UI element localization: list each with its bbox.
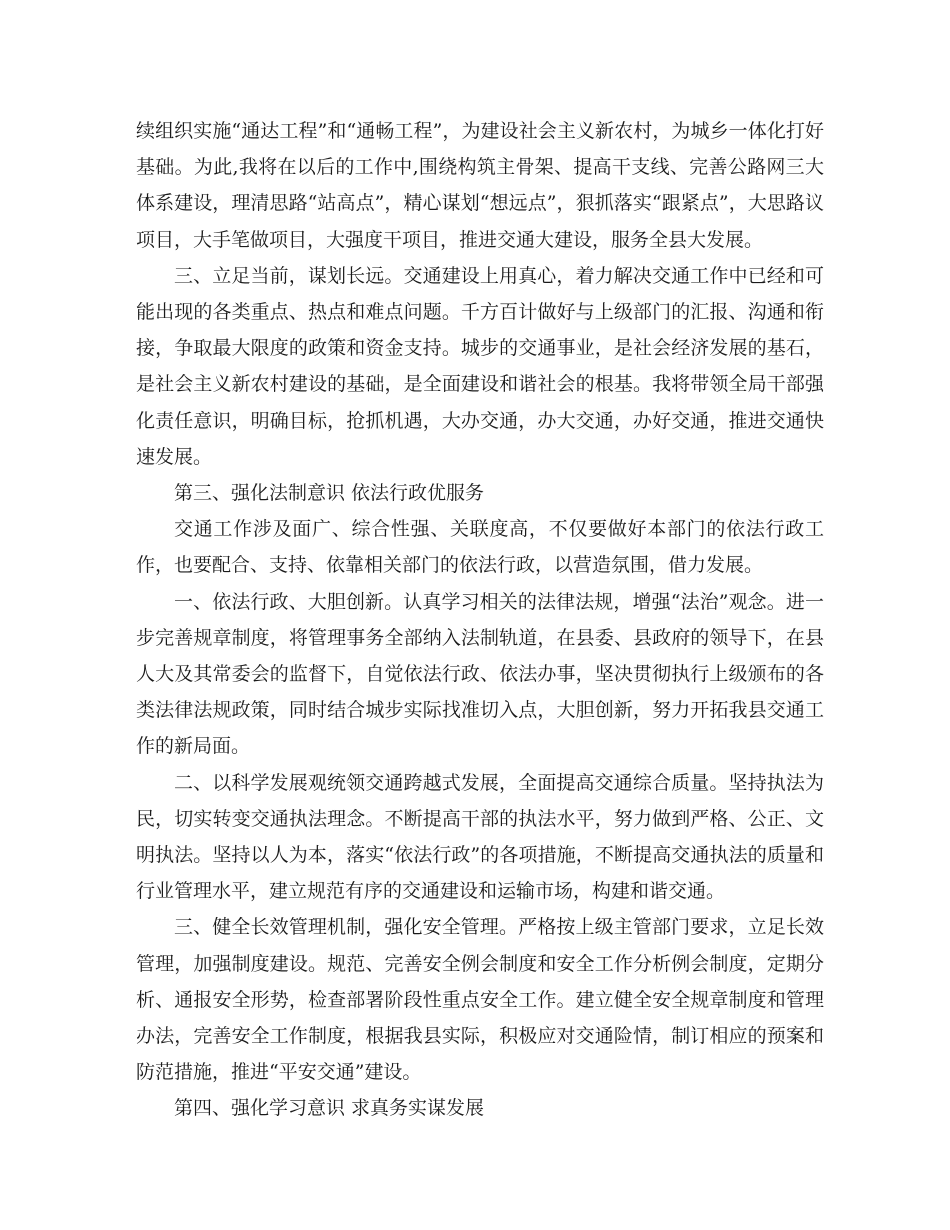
paragraph-item-two-science: 二、以科学发展观统领交通跨越式发展，全面提高交通综合质量。坚持执法为民，切实转变交通执法理念。不断提高干部的执法水平，努力做到严格、公正、文明执法。坚持以人为本，落实“依法行政”的各项措施，不断提高交通执法的质量和行业管理水平，建立规范有序的交通建设和运输市场，构建和谐交通。 (136, 771, 824, 903)
document-body (136, 113, 824, 1127)
paragraph-continuation: 续组织实施“通达工程”和“通畅工程”，为建设社会主义新农村，为城乡一体化打好基础。为此,我将在以后的工作中,围绕构筑主骨架、提高干支线、完善公路网三大体系建设，理清思路“站高点”，精心谋划“想远点”，狠抓落实“跟紧点”，大思路议项目，大手笔做项目，大强度干项目，推进交通大建设，服务全县大发展。 (136, 120, 824, 251)
section-heading-third: 第三、强化法制意识 依法行政优服务 (174, 482, 485, 505)
paragraph-item-three-plan: 三、立足当前，谋划长远。交通建设上用真心，着力解决交通工作中已经和可能出现的各类重点、热点和难点问题。千方百计做好与上级部门的汇报、沟通和衔接，争取最大限度的政策和资金支持。城步的交通事业，是社会经济发展的基石，是社会主义新农村建设的基础，是全面建设和谐社会的根基。我将带领全局干部强化责任意识，明确目标，抢抓机遇，大办交通，办大交通，办好交通，推进交通快速发展。 (136, 264, 824, 468)
paragraph-item-three-safety: 三、健全长效管理机制，强化安全管理。严格按上级主管部门要求，立足长效管理，加强制度建设。规范、完善安全例会制度和安全工作分析例会制度，定期分析、通报安全形势，检查部署阶段性重点安全工作。建立健全安全规章制度和管理办法，完善安全工作制度，根据我县实际，积极应对交通险情，制订相应的预案和防范措施，推进“平安交通”建设。 (136, 916, 824, 1084)
paragraph-item-one-law: 一、依法行政、大胆创新。认真学习相关的法律法规，增强“法治”观念。进一步完善规章制度，将管理事务全部纳入法制轨道，在县委、县政府的领导下，在县人大及其常委会的监督下，自觉依法行政、依法办事，坚决贯彻执行上级颁布的各类法律法规政策，同时结合城步实际找准切入点，大胆创新，努力开拓我县交通工作的新局面。 (136, 590, 824, 758)
section-heading-fourth: 第四、强化学习意识 求真务实谋发展 (174, 1097, 485, 1120)
paragraph-section-intro: 交通工作涉及面广、综合性强、关联度高，不仅要做好本部门的依法行政工作，也要配合、支持、依靠相关部门的依法行政，以营造氛围，借力发展。 (136, 518, 824, 577)
